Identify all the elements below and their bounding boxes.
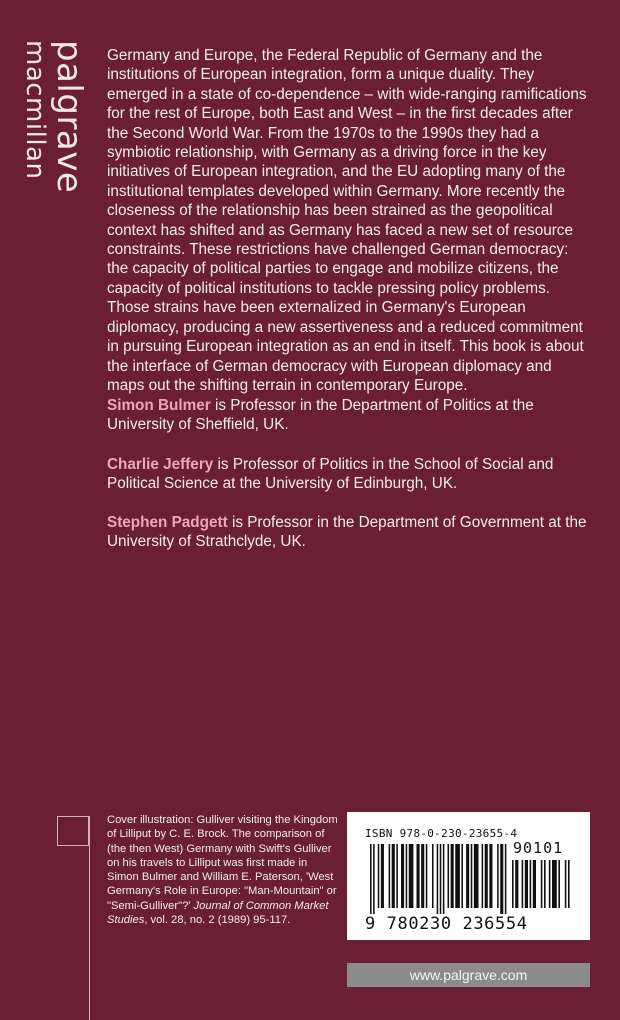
author-bio-text: is Professor in the Department of Government at the University of Strathclyde, UK. [107, 514, 587, 551]
publisher-logo [14, 40, 88, 200]
ean-barcode [370, 844, 508, 914]
barcode-bar [448, 844, 450, 908]
barcode-bar [500, 844, 503, 914]
barcode-bar [482, 844, 484, 908]
credit-lead: Cover illustration: Gulliver visiting the Kingdom of Lilliput by C. E. Brock. The comparison of (the then West) Germany with Swift's Gulliver on his travels to Lilliput was first made in Simon Bulmer and William E. Paterson, 'West Germany's Role in Europe: "Man-Mountain" or "Semi-Gulliver"?' [107, 814, 338, 912]
barcode-bar [549, 860, 551, 908]
barcode-bar [381, 844, 384, 908]
barcode-bar [373, 844, 375, 914]
barcode-bar [421, 844, 424, 908]
barcode-bar [461, 844, 463, 908]
barcode-bar [440, 844, 442, 914]
barcode-bar [530, 860, 532, 908]
ean-digits: 9 780230 236554 [365, 914, 528, 934]
barcode-bar [522, 860, 524, 908]
barcode-bar [401, 844, 404, 908]
barcode-bar [515, 860, 518, 908]
book-description-text: Germany and Europe, the Federal Republic of Germany and the institutions of European integration, form a unique duality. They emerged in a state of co-dependence – with wide-ranging ramifications for the rest of Europe, both East and West – in the first decades after the Second World War. From the 1970s to the 1990s they had a symbiotic relationship, with Germany as a driving force in the key initiatives of European integration, and the EU adopting many of the institutional templates developed within Germany. More recently the closeness of the relationship has been strained as the geopolitical context has shifted and as Germany has faced a new set of resource constraints. These restrictions have challenged German democracy: the capacity of political parties to engage and mobilize citizens, the capacity of political institutions to tackle pressing policy problems. Those strains have been externalized in Germany's European diplomacy, producing a new assertiveness and a reduced commitment in pursuing European integration as an end in itself. This book is about the interface of German democracy with European diplomacy and maps out the shifting terrain in contemporary Europe. [107, 47, 587, 394]
barcode-bar [392, 844, 395, 908]
book-description [107, 46, 587, 395]
barcode-bar [485, 844, 488, 908]
barcode-bar [489, 844, 492, 908]
publisher-logo-macmillan: macmillan [20, 40, 50, 180]
author-bio-text: is Professor in the Department of Politics at the University of Sheffield, UK. [107, 397, 534, 434]
publisher-logo-palgrave: palgrave [49, 40, 89, 194]
barcode-bar [497, 844, 499, 908]
barcode-panel [347, 812, 590, 940]
barcode-bar [558, 860, 560, 908]
author-bio-3 [107, 513, 587, 552]
decorative-vertical-rule [89, 816, 90, 1020]
cover-illustration-credit [107, 813, 342, 927]
barcode-bar [409, 844, 414, 908]
author-name: Stephen Padgett [107, 514, 228, 531]
author-name: Charlie Jeffery [107, 456, 214, 473]
barcode-bar [417, 844, 420, 908]
barcode-bar [466, 844, 469, 908]
credit-tail: , vol. 28, no. 2 (1989) 95-117. [144, 914, 291, 927]
barcode-bar [455, 844, 460, 908]
barcode-bar [525, 860, 528, 908]
barcode-bar [370, 844, 372, 914]
barcode-bar [389, 844, 391, 908]
barcode-bar [406, 844, 408, 908]
barcode-bar [443, 844, 445, 914]
barcode-bar [512, 860, 514, 908]
addon-barcode [512, 860, 572, 914]
isbn-label: ISBN 978-0-230-23655-4 [365, 827, 518, 840]
barcode-bar [565, 860, 567, 908]
barcode-bar [505, 844, 507, 914]
barcode-bar [541, 860, 543, 908]
price-addon-digits: 90101 [513, 839, 564, 857]
author-bio-1 [107, 396, 587, 435]
barcode-bar [451, 844, 454, 908]
credit-journal: Journal of Common Market Studies [107, 899, 329, 927]
barcode-bar [568, 860, 570, 908]
author-bio-text: is Professor of Politics in the School of Social and Political Science at the University of Edinburgh, UK. [107, 456, 554, 493]
barcode-bar [552, 860, 557, 908]
barcode-bar [378, 844, 380, 908]
barcode-bar [471, 844, 473, 908]
barcode-bar [533, 860, 536, 908]
barcode-bar [474, 844, 479, 908]
barcode-bar [396, 844, 398, 908]
publisher-website[interactable] [347, 963, 590, 987]
barcode-bar [437, 844, 439, 914]
barcode-bar [544, 860, 546, 908]
barcode-bar [432, 844, 434, 908]
author-name: Simon Bulmer [107, 397, 211, 414]
decorative-square [57, 816, 89, 846]
barcode-bar [426, 844, 428, 908]
website-url[interactable]: www.palgrave.com [409, 967, 528, 983]
author-bio-2 [107, 455, 587, 494]
